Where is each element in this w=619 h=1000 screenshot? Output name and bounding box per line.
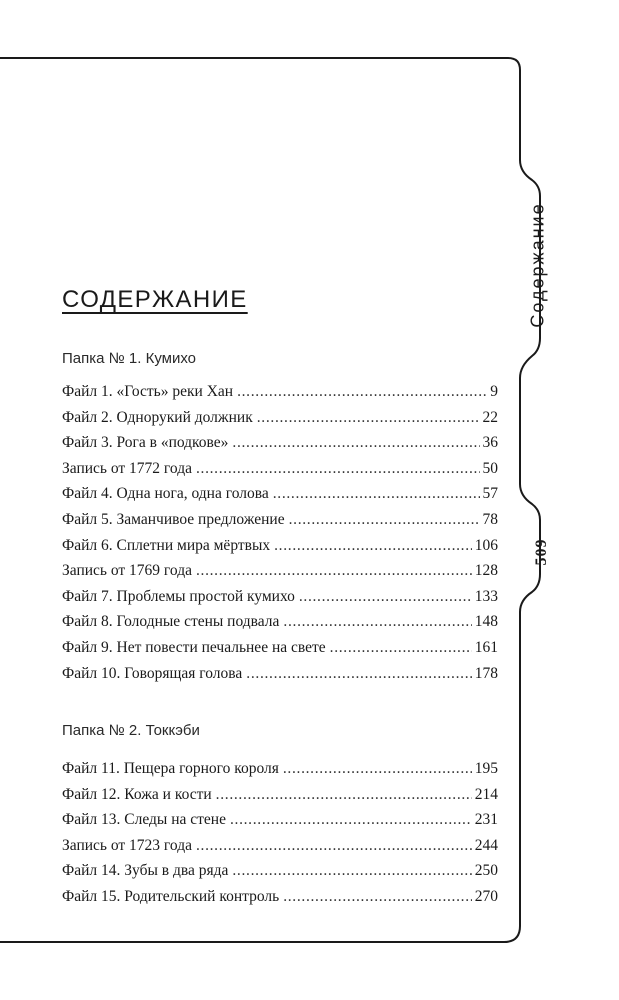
toc-entry-page: 195 [474,760,498,777]
toc-entry-title: Файл 8. Голодные стены подвала [62,613,280,631]
toc-entry[interactable] [62,409,498,435]
toc-entry[interactable] [62,537,498,563]
folder-heading-1: Папка № 1. Кумихо [62,350,197,367]
toc-entry[interactable] [62,434,498,460]
toc-entry-title: Файл 13. Следы на стене [62,811,226,829]
dot-leader [274,537,472,555]
toc-entry[interactable] [62,511,498,537]
toc-entry-page: 161 [474,638,498,656]
section-tab-label: Содержание [527,202,548,328]
toc-entry-page: 214 [474,785,498,803]
toc-entry-page: 9 [490,383,498,400]
toc-entry[interactable] [62,588,498,614]
toc-entry-page: 148 [474,613,498,631]
dot-leader [330,639,472,657]
toc-list-folder-1 [62,383,498,690]
toc-entry[interactable] [62,862,498,888]
toc-entry-title: Файл 11. Пещера горного короля [62,760,279,777]
toc-entry-title: Файл 9. Нет повести печальнее на свете [62,638,326,656]
toc-entry[interactable] [62,665,498,691]
toc-entry[interactable] [62,760,498,786]
toc-entry-page: 22 [482,408,498,426]
toc-entry-title: Файл 4. Одна нога, одна голова [62,485,269,503]
toc-entry-title: Файл 2. Однорукий должник [62,408,253,426]
toc-entry[interactable] [62,383,498,409]
toc-entry-page: 128 [474,562,498,580]
toc-entry-title: Файл 7. Проблемы простой кумихо [62,587,295,605]
toc-entry-page: 36 [482,434,498,452]
dot-leader [283,613,471,631]
dot-leader [289,511,480,529]
toc-entry[interactable] [62,639,498,665]
dot-leader [196,460,480,478]
toc-entry-title: Запись от 1723 года [62,836,192,854]
toc-entry-title: Файл 6. Сплетни мира мёртвых [62,536,271,554]
dot-leader [246,665,471,683]
toc-entry[interactable] [62,460,498,486]
toc-entry-page: 231 [474,811,498,829]
toc-entry-page: 57 [482,485,498,503]
dot-leader [196,837,472,855]
toc-entry-title: Файл 15. Родительский контроль [62,887,280,905]
toc-entry-title: Файл 12. Кожа и кости [62,785,212,803]
toc-entry-page: 178 [474,664,498,682]
folder-heading-2: Папка № 2. Токкэби [62,722,200,739]
page-number-tab: 509 [533,538,550,566]
toc-entry[interactable] [62,562,498,588]
toc-entry-page: 78 [482,510,498,528]
dot-leader [273,485,480,503]
toc-entry-title: Запись от 1772 года [62,459,192,477]
toc-entry[interactable] [62,786,498,812]
toc-entry-title: Файл 10. Говорящая голова [62,664,243,682]
toc-list-folder-2 [62,760,498,914]
toc-entry-page: 106 [474,536,498,554]
dot-leader [237,383,487,401]
dot-leader [299,588,472,606]
dot-leader [283,760,472,778]
toc-entry[interactable] [62,888,498,914]
page-title: СОДЕРЖАНИЕ [62,286,248,313]
toc-entry-title: Файл 3. Рога в «подкове» [62,434,229,452]
toc-entry-page: 270 [474,887,498,905]
toc-entry-page: 133 [474,587,498,605]
dot-leader [257,409,480,427]
toc-entry-title: Файл 14. Зубы в два ряда [62,862,229,880]
toc-entry-page: 50 [482,459,498,477]
toc-entry[interactable] [62,485,498,511]
dot-leader [196,562,472,580]
dot-leader [232,862,471,880]
dot-leader [283,888,472,906]
dot-leader [216,786,472,804]
toc-entry[interactable] [62,613,498,639]
dot-leader [230,811,472,829]
toc-entry[interactable] [62,837,498,863]
toc-entry-title: Файл 1. «Гость» реки Хан [62,383,234,400]
toc-entry[interactable] [62,811,498,837]
toc-entry-page: 244 [474,836,498,854]
toc-entry-title: Файл 5. Заманчивое предложение [62,510,285,528]
toc-entry-title: Запись от 1769 года [62,562,192,580]
toc-entry-page: 250 [474,862,498,880]
dot-leader [232,434,479,452]
